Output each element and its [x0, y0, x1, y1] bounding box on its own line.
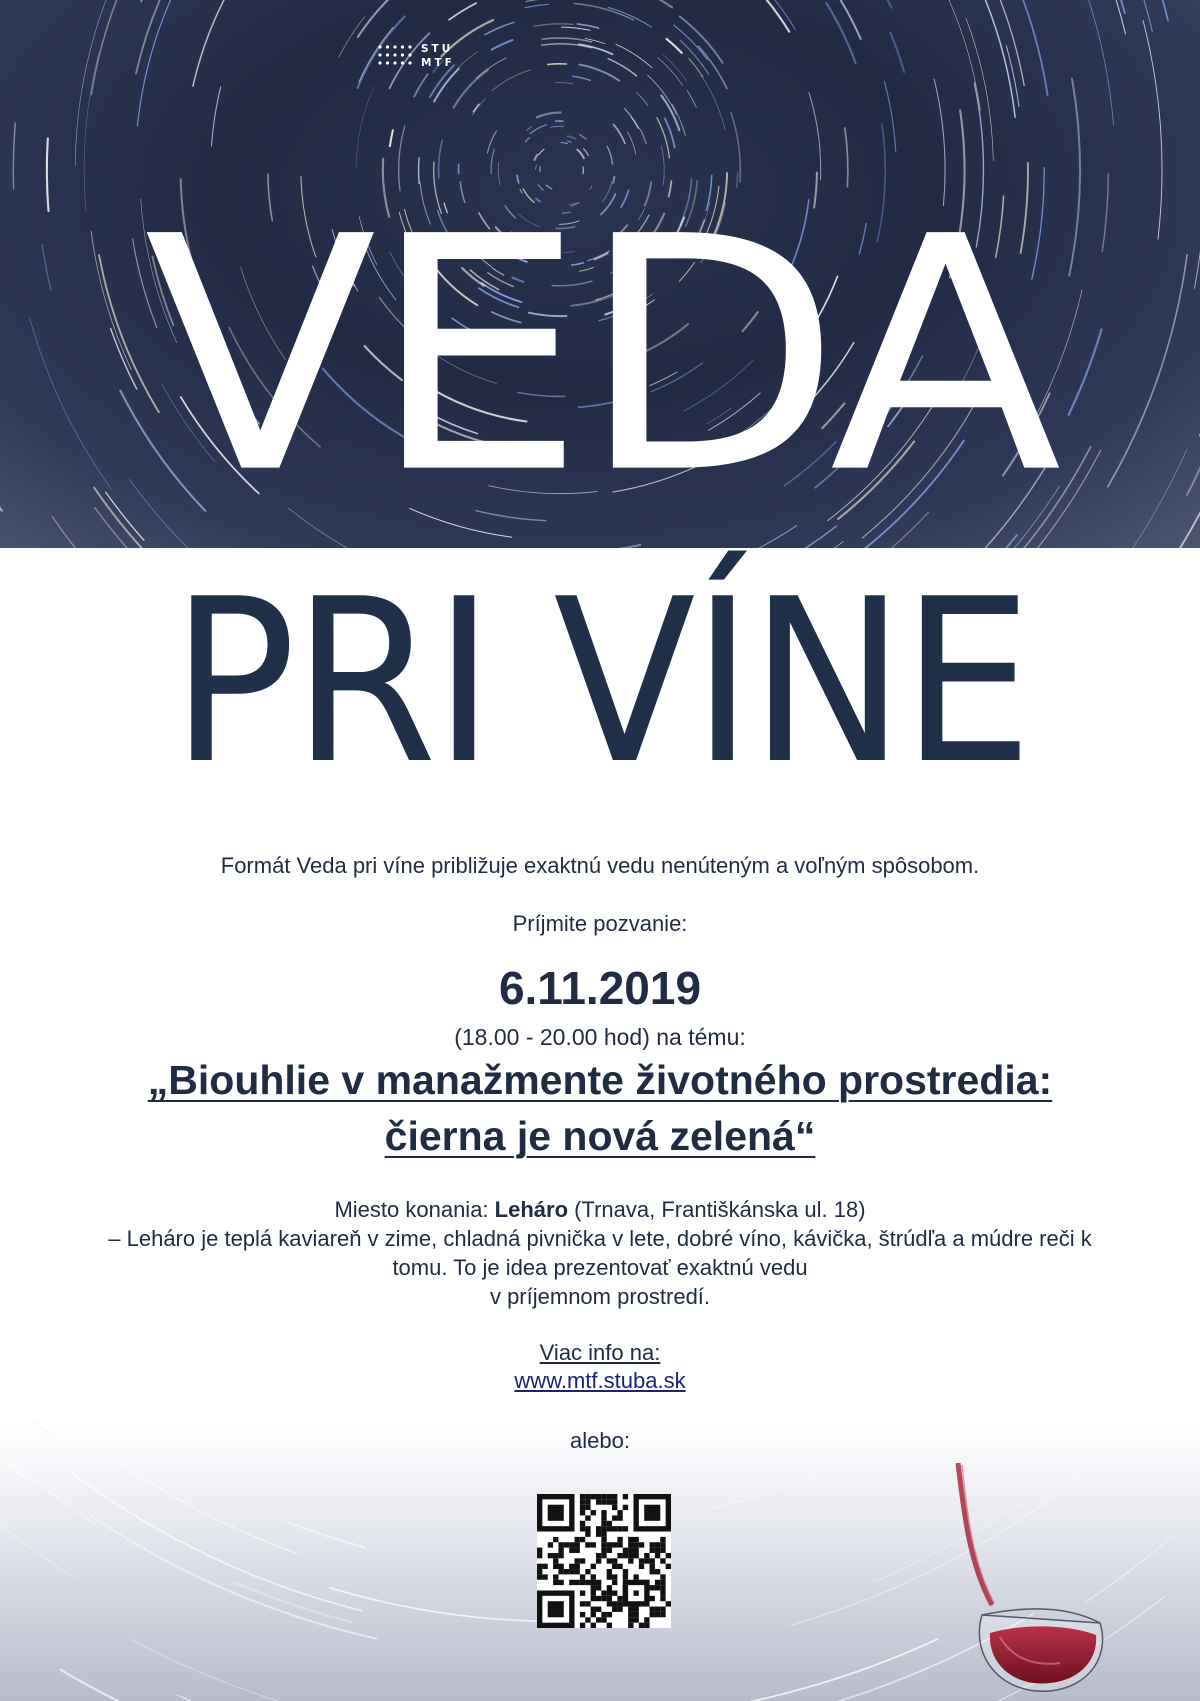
venue-line-1 — [70, 1195, 1130, 1224]
venue-line-3: tomu. To je idea prezentovať exaktnú vedu — [392, 1255, 808, 1280]
topic-line-1: „Biouhlie v manažmente životného prostredia: — [147, 1057, 1053, 1103]
event-time: (18.00 - 20.00 hod) na tému: — [454, 1024, 746, 1050]
title-veda: VEDA — [144, 168, 1056, 545]
qr-code-icon[interactable] — [537, 1494, 671, 1628]
website-link[interactable]: www.mtf.stuba.sk — [514, 1368, 686, 1393]
venue-line-4: v príjemnom prostredí. — [489, 1284, 711, 1309]
url-container — [0, 1368, 1200, 1394]
wine-glass-icon — [940, 1455, 1140, 1701]
event-date: 6.11.2019 — [498, 962, 702, 1014]
intro-text: Formát Veda pri víne približuje exaktnú vedu nenúteným a voľným spôsobom. — [220, 853, 980, 878]
venue-label: Miesto konania: — [334, 1197, 495, 1222]
venue-line-2: – Leháro je teplá kaviareň v zime, chladná pivnička v lete, dobré víno, kávička, štrúdľa a múdre reči k — [108, 1226, 1092, 1251]
stu-mtf-logo-icon — [377, 44, 415, 68]
logo-text-stu: STU — [421, 43, 454, 55]
topic-line-2: čierna je nová zelená“ — [384, 1113, 816, 1159]
venue-info — [70, 1195, 1130, 1311]
venue-address: (Trnava, Františkánska ul. 18) — [568, 1197, 866, 1222]
alebo-text: alebo: — [570, 1428, 630, 1453]
title-pri-vine: PRI VÍNE — [170, 551, 1030, 814]
invite-text: Príjmite pozvanie: — [512, 911, 688, 936]
more-info-label: Viac info na: — [539, 1340, 661, 1365]
event-topic — [50, 1052, 1150, 1164]
logo-text-mtf: MTF — [421, 57, 455, 69]
stu-mtf-logo — [377, 42, 467, 72]
venue-name: Leháro — [494, 1197, 569, 1222]
